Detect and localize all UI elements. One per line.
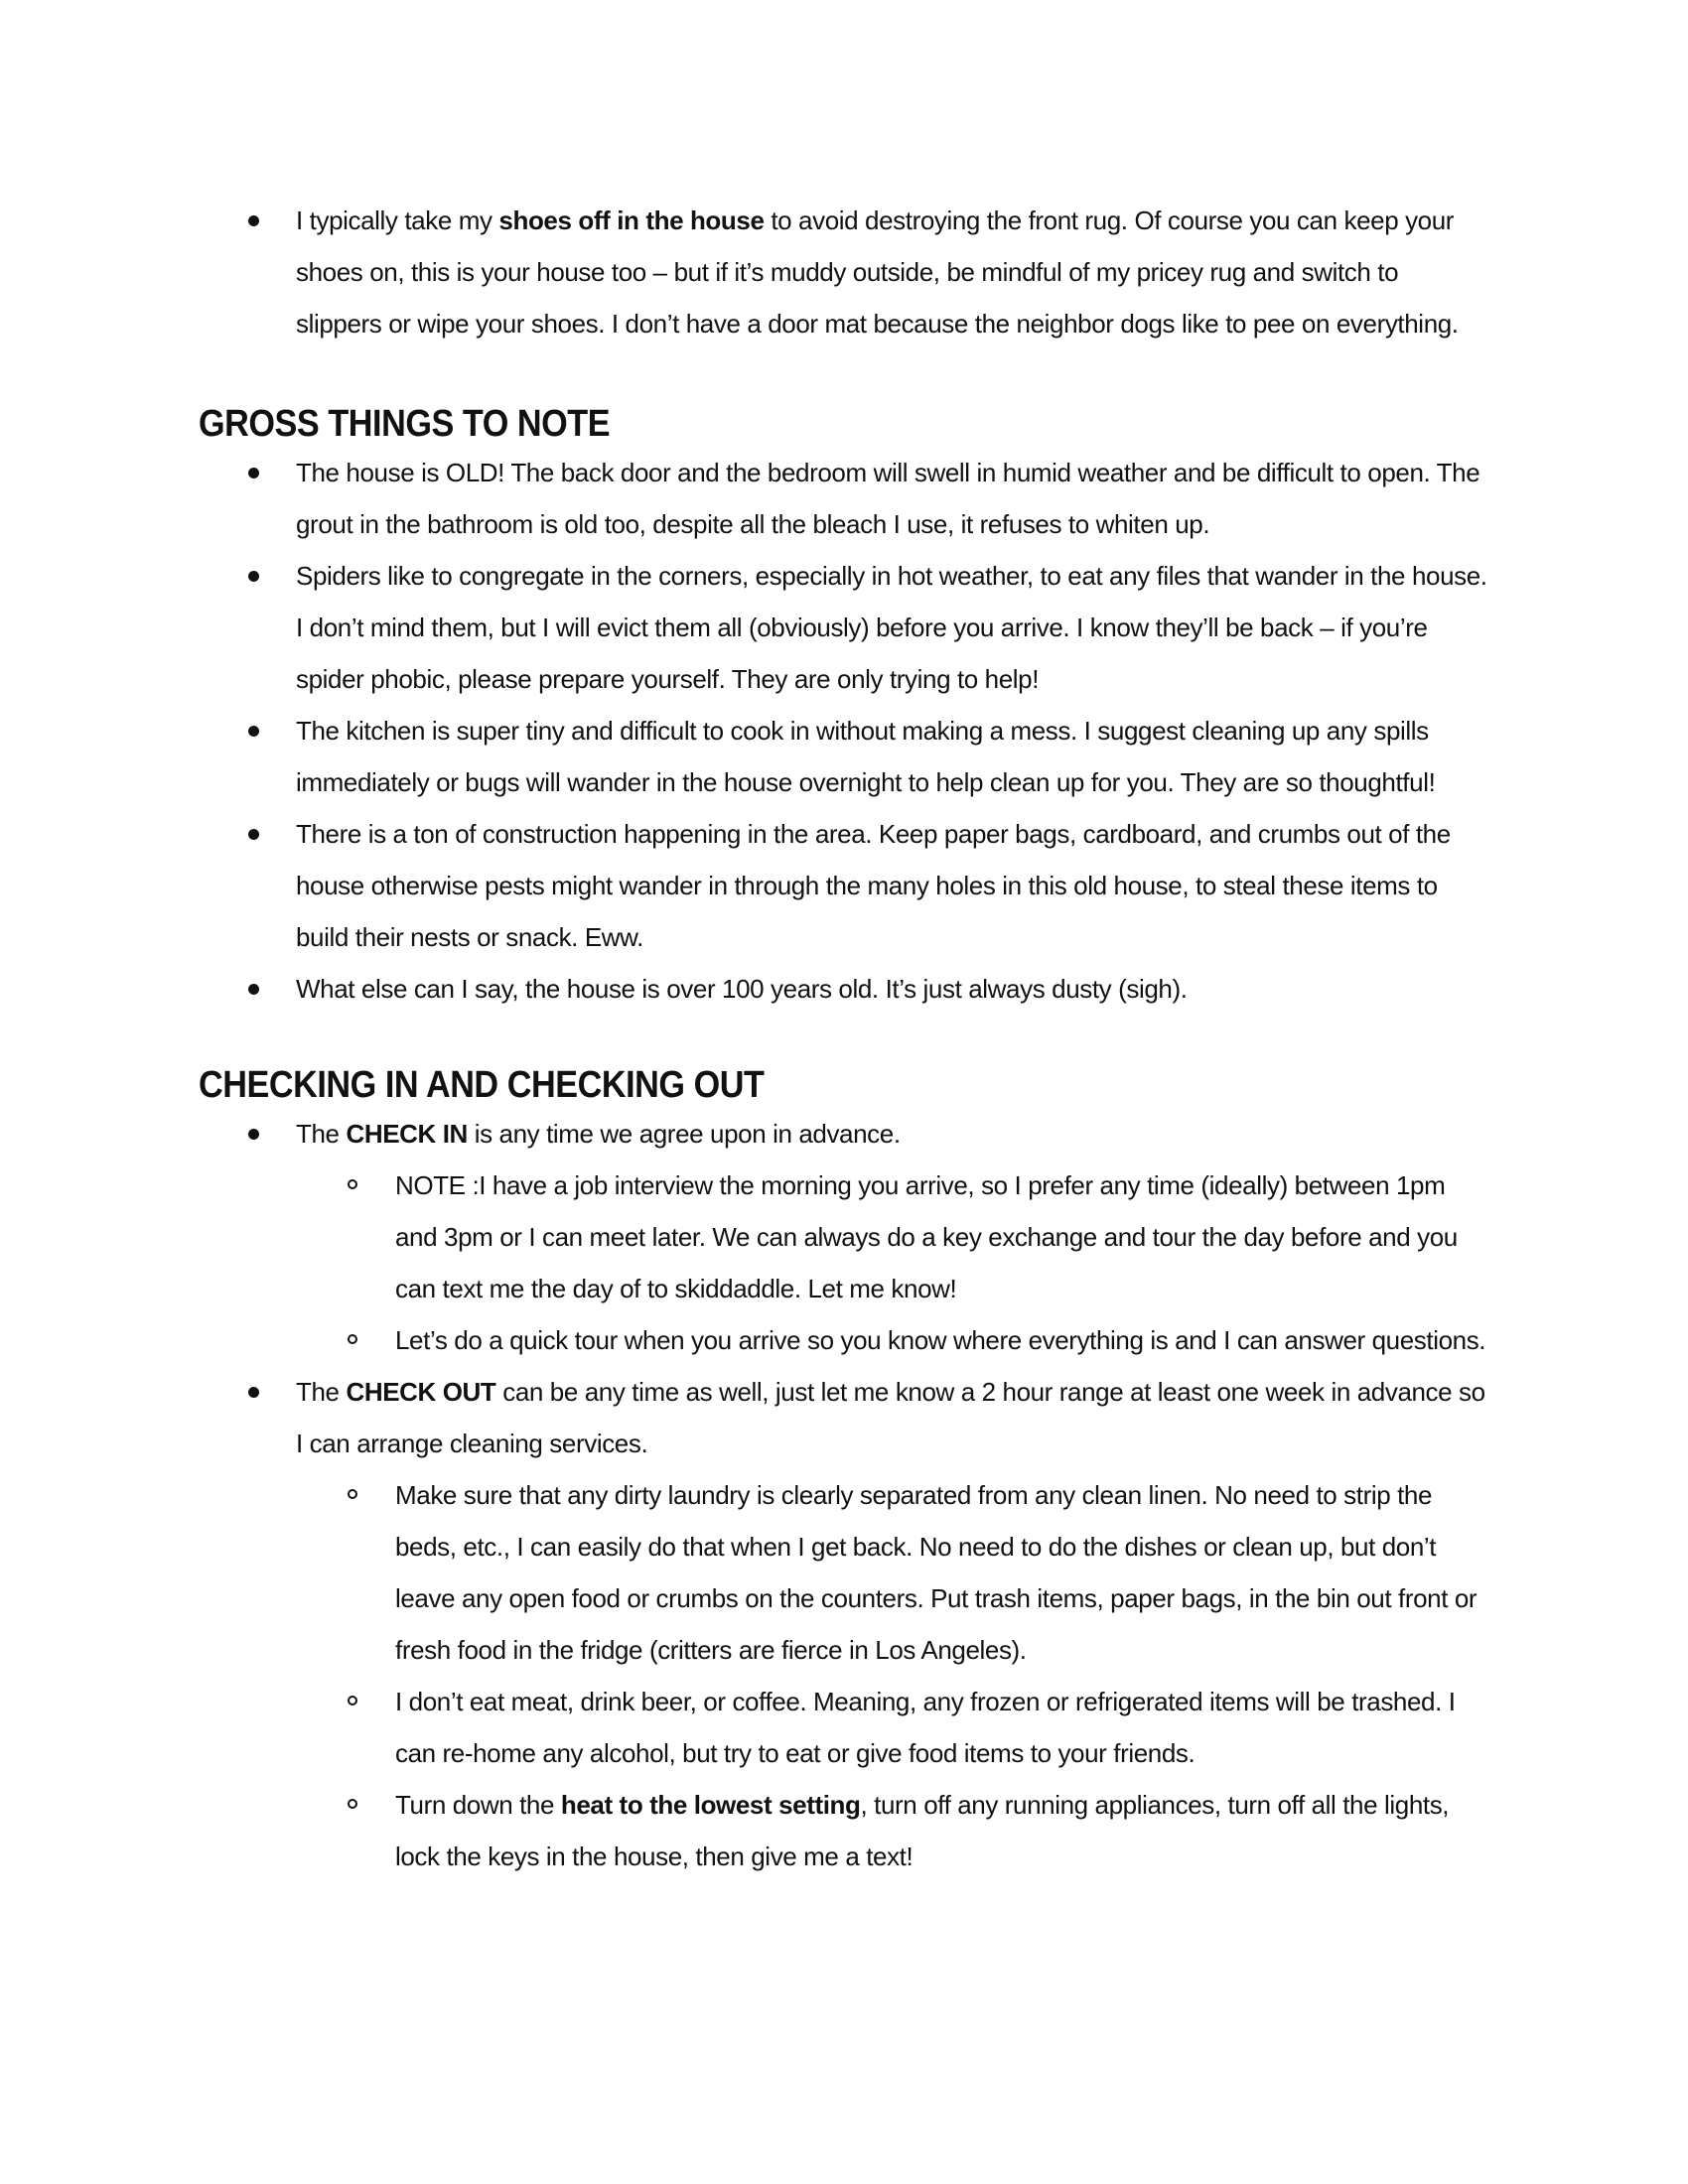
item-text: There is a ton of construction happening in the area. Keep paper bags, cardboard, and crumbs out of the house otherwise pests might wander in through the many holes in this old house, to steal these items to build their nests or snack. Eww.	[296, 819, 1451, 952]
intro-list	[199, 195, 1489, 349]
bullet-dot-icon	[248, 984, 259, 995]
item-text: The house is OLD! The back door and the bedroom will swell in humid weather and be difficult to open. The grout in the bathroom is old too, despite all the bleach I use, it refuses to whiten up.	[296, 458, 1480, 539]
sub-list-item	[199, 1160, 1489, 1314]
item-text-pre: The	[296, 1119, 347, 1149]
item-text-bold: shoes off in the house	[498, 205, 765, 235]
item-text: The kitchen is super tiny and difficult to cook in without making a mess. I suggest cleaning up any spills immediately or bugs will wander in the house overnight to help clean up for you. They are so thoughtful!	[296, 716, 1436, 797]
bullet-dot-icon	[248, 468, 259, 478]
item-text: What else can I say, the house is over 100 years old. It’s just always dusty (sigh).	[296, 974, 1188, 1004]
bullet-dot-icon	[248, 571, 259, 582]
item-text-post: can be any time as well, just let me know a 2 hour range at least one week in advance so I can arrange cleaning services.	[296, 1377, 1485, 1458]
item-text-post: is any time we agree upon in advance.	[467, 1119, 901, 1149]
sub-list-item	[199, 1779, 1489, 1882]
check-out-sublist	[199, 1469, 1489, 1882]
sub-item-text-pre: Turn down the	[395, 1790, 561, 1820]
bullet-circle-icon	[348, 1799, 357, 1809]
list-item-check-in	[199, 1108, 1489, 1366]
bullet-circle-icon	[348, 1696, 357, 1706]
item-text: Spiders like to congregate in the corners, especially in hot weather, to eat any files that wander in the house. I don’t mind them, but I will evict them all (obviously) before you arrive. I know they’ll be back – if you’re spider phobic, please prepare yourself. They are only trying to help!	[296, 561, 1487, 694]
item-text-pre: The	[296, 1377, 347, 1407]
bullet-circle-icon	[348, 1179, 357, 1189]
list-item	[199, 550, 1489, 705]
sub-item-text: NOTE :I have a job interview the morning you arrive, so I prefer any time (ideally) between 1pm and 3pm or I can meet later. We can always do a key exchange and tour the day before and you can text me the day of to skiddaddle. Let me know!	[395, 1170, 1458, 1303]
sub-item-text: Make sure that any dirty laundry is clearly separated from any clean linen. No need to strip the beds, etc., I can easily do that when I get back. No need to do the dishes or clean up, but don’t leave any open food or crumbs on the counters. Put trash items, paper bags, in the bin out front or fresh food in the fridge (critters are fierce in Los Angeles).	[395, 1480, 1477, 1665]
bullet-dot-icon	[248, 726, 259, 737]
sub-item-text: Let’s do a quick tour when you arrive so you know where everything is and I can answer questions.	[395, 1325, 1486, 1355]
bullet-circle-icon	[348, 1489, 357, 1499]
bullet-dot-icon	[248, 1129, 259, 1140]
item-text-bold: CHECK OUT	[346, 1377, 496, 1407]
check-in-sublist	[199, 1160, 1489, 1366]
list-item	[199, 195, 1489, 349]
document-page	[199, 195, 1489, 1882]
sub-item-text-post: , turn off any running appliances, turn off all the lights, lock the keys in the house, then give me a text!	[395, 1790, 1450, 1871]
gross-list	[199, 447, 1489, 1015]
list-item	[199, 705, 1489, 808]
sub-item-text-bold: heat to the lowest setting	[560, 1790, 861, 1820]
bullet-dot-icon	[248, 829, 259, 840]
sub-list-item	[199, 1469, 1489, 1676]
sub-list-item	[199, 1676, 1489, 1779]
bullet-dot-icon	[248, 1387, 259, 1398]
list-item	[199, 808, 1489, 963]
section-heading-gross: GROSS THINGS TO NOTE	[199, 403, 611, 445]
list-item-check-out	[199, 1366, 1489, 1882]
item-text-pre: I typically take my	[296, 205, 499, 235]
list-item	[199, 963, 1489, 1015]
item-text-bold: CHECK IN	[346, 1119, 468, 1149]
section-heading-checking: CHECKING IN AND CHECKING OUT	[199, 1064, 765, 1106]
sub-item-text: I don’t eat meat, drink beer, or coffee. Meaning, any frozen or refrigerated items will be trashed. I can re-home any alcohol, but try to eat or give food items to your friends.	[395, 1687, 1456, 1768]
bullet-dot-icon	[248, 215, 259, 226]
sub-list-item	[199, 1314, 1489, 1366]
item-text-post: to avoid destroying the front rug. Of course you can keep your shoes on, this is your house too – but if it’s muddy outside, be mindful of my pricey rug and switch to slippers or wipe your shoes. I don’t have a door mat because the neighbor dogs like to pee on everything.	[296, 205, 1459, 339]
checking-list	[199, 1108, 1489, 1882]
bullet-circle-icon	[348, 1334, 357, 1344]
list-item	[199, 447, 1489, 550]
